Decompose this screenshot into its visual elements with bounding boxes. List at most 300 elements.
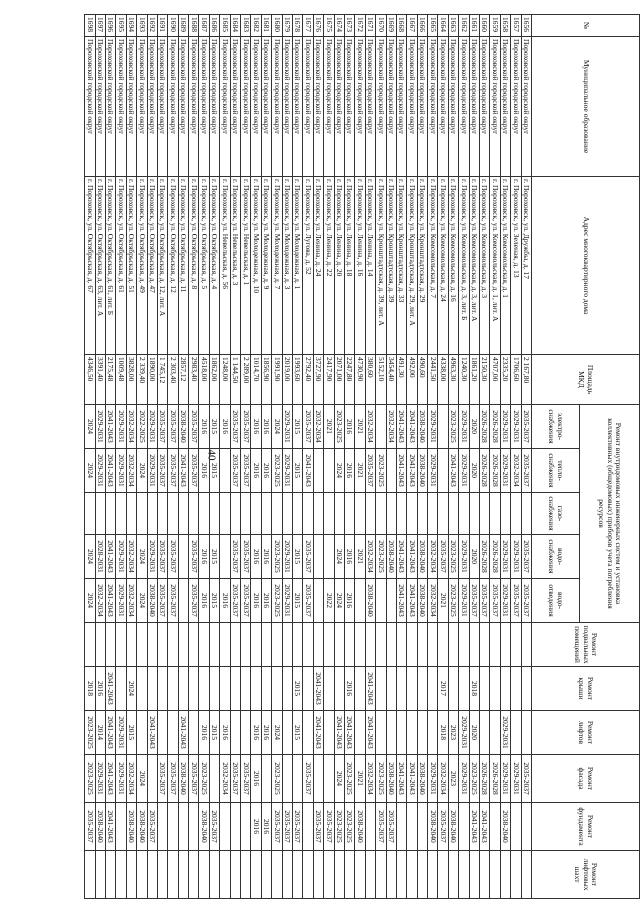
facade-cell: 2032-2034: [438, 755, 448, 803]
municipality-cell: Пороховской городской округ: [428, 37, 438, 177]
water-cell: 2023-2025: [448, 535, 458, 579]
row-number: 1673: [344, 15, 354, 37]
water-cell: 2035-2037: [168, 535, 178, 579]
municipality-cell: Пороховской городской округ: [386, 37, 396, 177]
address-cell: г. Пороховск, ул. Ленина, д. 20: [334, 177, 344, 355]
facade-cell: 2023-2025: [344, 755, 354, 803]
basement-cell: [157, 623, 167, 667]
elevator-shaft-cell: [376, 851, 386, 899]
elevator-shaft-cell: [282, 851, 292, 899]
municipality-cell: Пороховской городской округ: [230, 37, 240, 177]
elevator-shaft-cell: [303, 851, 313, 899]
elevator-cell: 2016: [199, 711, 209, 755]
header-facade: Ремонт фасада: [532, 755, 640, 803]
address-cell: г. Пороховск, ул. Зеленая, д. 13: [511, 177, 521, 355]
gas-cell: [407, 493, 417, 535]
gas-cell: [230, 493, 240, 535]
roof-cell: [168, 667, 178, 711]
gas-cell: [334, 493, 344, 535]
elevator-shaft-cell: [438, 851, 448, 899]
address-cell: г. Пороховск, ул. Ленина, д. 18: [344, 177, 354, 355]
row-number: 1686: [209, 15, 219, 37]
foundation-cell: [490, 803, 500, 851]
roof-cell: 2016: [344, 667, 354, 711]
elevator-cell: [407, 711, 417, 755]
basement-cell: [199, 623, 209, 667]
address-cell: г. Пороховск, ул. Октябрьская, д. 49: [137, 177, 147, 355]
elevator-cell: [521, 711, 531, 755]
address-cell: г. Пороховск, ул. Ленина, д. 14: [365, 177, 375, 355]
foundation-cell: 2041-2043: [105, 803, 115, 851]
municipality-cell: Пороховской городской округ: [178, 37, 188, 177]
row-number: 1677: [303, 15, 313, 37]
water-cell: [178, 535, 188, 579]
gas-cell: [428, 493, 438, 535]
gas-cell: [147, 493, 157, 535]
header-drain: водо-отведения: [532, 579, 580, 623]
roof-cell: [241, 667, 251, 711]
foundation-cell: 2038-2040: [448, 803, 458, 851]
electric-cell: 2032-2034: [365, 405, 375, 449]
drain-cell: [376, 579, 386, 623]
municipality-cell: Пороховской городской округ: [459, 37, 469, 177]
gas-cell: [241, 493, 251, 535]
basement-cell: [137, 623, 147, 667]
electric-cell: 2026-2028: [490, 405, 500, 449]
gas-cell: [459, 493, 469, 535]
drain-cell: 2035-2037: [189, 579, 199, 623]
foundation-cell: 2035-2037: [85, 803, 95, 851]
roof-cell: [137, 667, 147, 711]
municipality-cell: Пороховской городской округ: [521, 37, 531, 177]
heat-cell: 2029-2031: [282, 449, 292, 493]
heat-cell: 2038-2040: [417, 449, 427, 493]
electric-cell: 2041-2043: [105, 405, 115, 449]
table-row: [480, 15, 490, 899]
municipality-cell: Пороховской городской округ: [241, 37, 251, 177]
heat-cell: 2035-2037: [521, 449, 531, 493]
drain-cell: 2023-2025: [448, 579, 458, 623]
area-cell: 4963,30: [448, 355, 458, 405]
electric-cell: 2032-2034: [313, 405, 323, 449]
row-number: 1664: [438, 15, 448, 37]
basement-cell: [521, 623, 531, 667]
roof-cell: [417, 667, 427, 711]
municipality-cell: Пороховской городской округ: [272, 37, 282, 177]
elevator-cell: 2023: [448, 711, 458, 755]
elevator-cell: 2029-2031: [500, 711, 510, 755]
water-cell: 2029-2031: [147, 535, 157, 579]
foundation-cell: 2038-2040: [137, 803, 147, 851]
elevator-cell: 2018: [438, 711, 448, 755]
table-row: [386, 15, 396, 899]
foundation-cell: [303, 803, 313, 851]
roof-cell: 2017: [438, 667, 448, 711]
foundation-cell: 2016: [261, 803, 271, 851]
basement-cell: [344, 623, 354, 667]
basement-cell: [189, 623, 199, 667]
drain-cell: 2035-2037: [157, 579, 167, 623]
electric-cell: 2035-2037: [157, 405, 167, 449]
table-row: [313, 15, 323, 899]
roof-cell: [230, 667, 240, 711]
table-row: [303, 15, 313, 899]
area-cell: 4346,50: [85, 355, 95, 405]
facade-cell: 2041-2043: [105, 755, 115, 803]
table-row: [438, 15, 448, 899]
roof-cell: 2041-2043: [313, 667, 323, 711]
drain-cell: 2032-2034: [95, 579, 105, 623]
water-cell: 2038-2040: [417, 535, 427, 579]
basement-cell: [313, 623, 323, 667]
water-cell: 2029-2031: [511, 535, 521, 579]
facade-cell: 2035-2037: [230, 755, 240, 803]
row-number: 1698: [85, 15, 95, 37]
facade-cell: 2024: [334, 755, 344, 803]
electric-cell: 2041-2043: [407, 405, 417, 449]
drain-cell: 2035-2037: [490, 579, 500, 623]
drain-cell: 2032-2034: [428, 579, 438, 623]
elevator-cell: 2016: [251, 711, 261, 755]
municipality-cell: Пороховской городской округ: [407, 37, 417, 177]
electric-cell: 2016: [199, 405, 209, 449]
water-cell: [313, 535, 323, 579]
gas-cell: [220, 493, 230, 535]
row-number: 1666: [417, 15, 427, 37]
heat-cell: 2026-2028: [480, 449, 490, 493]
water-cell: 2041-2043: [105, 535, 115, 579]
table-row: [147, 15, 157, 899]
heat-cell: 2024: [137, 449, 147, 493]
basement-cell: [116, 623, 126, 667]
electric-cell: 2029-2031: [95, 405, 105, 449]
elevator-shaft-cell: [386, 851, 396, 899]
elevator-shaft-cell: [230, 851, 240, 899]
area-cell: 2 303,40: [168, 355, 178, 405]
table-row: [220, 15, 230, 899]
repair-schedule-table: [84, 14, 640, 899]
row-number: 1696: [105, 15, 115, 37]
basement-cell: [251, 623, 261, 667]
elevator-shaft-cell: [448, 851, 458, 899]
facade-cell: 2016: [251, 755, 261, 803]
table-row: [251, 15, 261, 899]
water-cell: 2023-2025: [272, 535, 282, 579]
water-cell: 2035-2037: [157, 535, 167, 579]
facade-cell: 2032-2034: [220, 755, 230, 803]
electric-cell: 2035-2037: [168, 405, 178, 449]
elevator-shaft-cell: [490, 851, 500, 899]
area-cell: 2019,00: [282, 355, 292, 405]
foundation-cell: 2035-2037: [438, 803, 448, 851]
gas-cell: [95, 493, 105, 535]
header-gas: газо-снабжения: [532, 493, 580, 535]
electric-cell: 2024: [272, 405, 282, 449]
elevator-shaft-cell: [459, 851, 469, 899]
heat-cell: 2020: [469, 449, 479, 493]
address-cell: г. Пороховск, ул. Комсомольская, д. 16: [448, 177, 458, 355]
header-meters-group: Ремонт внутридомовых инженерных систем и установка коллективных (общедомовых) приборов учета потребления ресурсов: [580, 405, 640, 623]
header-water: водо-снабжения: [532, 535, 580, 579]
electric-cell: 2020: [469, 405, 479, 449]
facade-cell: 2041-2043: [407, 755, 417, 803]
row-number: 1659: [490, 15, 500, 37]
area-cell: 1 144,50: [230, 355, 240, 405]
foundation-cell: 2035-2037: [324, 803, 334, 851]
row-number: 1663: [448, 15, 458, 37]
foundation-cell: 2035-2037: [209, 803, 219, 851]
facade-cell: 2038-2040: [386, 755, 396, 803]
address-cell: г. Пороховск, ул. Комсомольская, д. 24: [438, 177, 448, 355]
address-cell: г. Пороховск, ул. Кронштадтская, д. 29, лит. А: [407, 177, 417, 355]
foundation-cell: [230, 803, 240, 851]
roof-cell: [334, 667, 344, 711]
elevator-cell: 2014: [95, 711, 105, 755]
electric-cell: 2015: [293, 405, 303, 449]
basement-cell: [241, 623, 251, 667]
facade-cell: 2023-2025: [199, 755, 209, 803]
row-number: 1674: [334, 15, 344, 37]
gas-cell: [85, 493, 95, 535]
basement-cell: [324, 623, 334, 667]
water-cell: 2026-2028: [480, 535, 490, 579]
table-row: [334, 15, 344, 899]
facade-cell: 2041-2043: [396, 755, 406, 803]
roof-cell: 2024: [126, 667, 136, 711]
area-cell: 2247,80: [344, 355, 354, 405]
elevator-shaft-cell: [324, 851, 334, 899]
electric-cell: 2035-2037: [189, 405, 199, 449]
row-number: 1689: [178, 15, 188, 37]
elevator-cell: [324, 711, 334, 755]
facade-cell: 2035-2037: [189, 755, 199, 803]
electric-cell: 2016: [261, 405, 271, 449]
area-cell: 2 339,40: [137, 355, 147, 405]
municipality-cell: Пороховской городской округ: [417, 37, 427, 177]
municipality-cell: Пороховской городской округ: [293, 37, 303, 177]
elevator-shaft-cell: [500, 851, 510, 899]
water-cell: 2035-2037: [241, 535, 251, 579]
gas-cell: [137, 493, 147, 535]
heat-cell: 2035-2037: [189, 449, 199, 493]
gas-cell: [500, 493, 510, 535]
gas-cell: [355, 493, 365, 535]
roof-cell: 2018: [85, 667, 95, 711]
drain-cell: 2015: [293, 579, 303, 623]
elevator-shaft-cell: [157, 851, 167, 899]
row-number: 1668: [396, 15, 406, 37]
elevator-shaft-cell: [365, 851, 375, 899]
drain-cell: 2029-2031: [459, 579, 469, 623]
drain-cell: 2023-2025: [272, 579, 282, 623]
table-row: [230, 15, 240, 899]
facade-cell: [282, 755, 292, 803]
heat-cell: 2035-2037: [230, 449, 240, 493]
basement-cell: [469, 623, 479, 667]
roof-cell: [199, 667, 209, 711]
area-cell: 1009,48: [116, 355, 126, 405]
basement-cell: [293, 623, 303, 667]
water-cell: 2015: [209, 535, 219, 579]
basement-cell: [376, 623, 386, 667]
drain-cell: 2035-2037: [469, 579, 479, 623]
header-num: №: [532, 15, 640, 37]
basement-cell: [365, 623, 375, 667]
area-cell: 2150,30: [480, 355, 490, 405]
roof-cell: [396, 667, 406, 711]
row-number: 1669: [386, 15, 396, 37]
address-cell: г. Пороховск, ул. Октябрьская, д. 12: [168, 177, 178, 355]
gas-cell: [417, 493, 427, 535]
municipality-cell: Пороховской городской округ: [209, 37, 219, 177]
elevator-cell: 2041-2043: [105, 711, 115, 755]
roof-cell: [303, 667, 313, 711]
elevator-cell: 2023-2025: [85, 711, 95, 755]
elevator-cell: [241, 711, 251, 755]
foundation-cell: 2038-2040: [355, 803, 365, 851]
municipality-cell: Пороховской городской округ: [469, 37, 479, 177]
address-cell: г. Пороховск, ул. Октябрьская, д. 61, лит. Б: [105, 177, 115, 355]
elevator-shaft-cell: [521, 851, 531, 899]
table-row: [407, 15, 417, 899]
address-cell: г. Пороховск, ул. Молодежная, д. 7: [272, 177, 282, 355]
facade-cell: [209, 755, 219, 803]
electric-cell: 2029-2031: [116, 405, 126, 449]
foundation-cell: 2035-2037: [272, 803, 282, 851]
drain-cell: 2038-2040: [365, 579, 375, 623]
heat-cell: [324, 449, 334, 493]
address-cell: г. Пороховск, ул. Кронштадтская, д. 33: [396, 177, 406, 355]
area-cell: 4338,00: [438, 355, 448, 405]
elevator-shaft-cell: [511, 851, 521, 899]
municipality-cell: Пороховской городской округ: [500, 37, 510, 177]
roof-cell: [490, 667, 500, 711]
area-cell: 2417,90: [324, 355, 334, 405]
drain-cell: 2016: [261, 579, 271, 623]
page-number: 40: [205, 449, 218, 461]
address-cell: г. Пороховск, ул. Невельская, д. 1: [241, 177, 251, 355]
elevator-cell: 2029-2031: [116, 711, 126, 755]
elevator-cell: 2015: [209, 711, 219, 755]
gas-cell: [303, 493, 313, 535]
basement-cell: [396, 623, 406, 667]
gas-cell: [157, 493, 167, 535]
area-cell: 1861,20: [469, 355, 479, 405]
address-cell: г. Пороховск, ул. Комсомольская, д. 3, лит. Б: [459, 177, 469, 355]
electric-cell: 2029-2031: [459, 405, 469, 449]
drain-cell: 2024: [334, 579, 344, 623]
gas-cell: [490, 493, 500, 535]
basement-cell: [272, 623, 282, 667]
municipality-cell: Пороховской городской округ: [480, 37, 490, 177]
basement-cell: [209, 623, 219, 667]
basement-cell: [334, 623, 344, 667]
municipality-cell: Пороховской городской округ: [199, 37, 209, 177]
electric-cell: 2023-2025: [448, 405, 458, 449]
drain-cell: [386, 579, 396, 623]
foundation-cell: 2038-2040: [199, 803, 209, 851]
foundation-cell: 2038-2040: [126, 803, 136, 851]
facade-cell: 2035-2037: [157, 755, 167, 803]
gas-cell: [480, 493, 490, 535]
gas-cell: [116, 493, 126, 535]
table-row: [469, 15, 479, 899]
table-body: [85, 15, 532, 899]
row-number: 1672: [355, 15, 365, 37]
table-row: [168, 15, 178, 899]
water-cell: 2021: [355, 535, 365, 579]
area-cell: 492,00: [407, 355, 417, 405]
table-row: [376, 15, 386, 899]
water-cell: 2024: [334, 535, 344, 579]
foundation-cell: [417, 803, 427, 851]
heat-cell: 2015: [293, 449, 303, 493]
municipality-cell: Пороховской городской округ: [355, 37, 365, 177]
row-number: 1682: [251, 15, 261, 37]
row-number: 1690: [168, 15, 178, 37]
basement-cell: [147, 623, 157, 667]
heat-cell: 2024: [85, 449, 95, 493]
facade-cell: 2024: [137, 755, 147, 803]
electric-cell: 2021: [355, 405, 365, 449]
drain-cell: 2016: [220, 579, 230, 623]
header-foundation: Ремонт фундамента: [532, 803, 640, 851]
gas-cell: [376, 493, 386, 535]
row-number: 1684: [230, 15, 240, 37]
municipality-cell: Пороховской городской округ: [137, 37, 147, 177]
electric-cell: 2024: [85, 405, 95, 449]
area-cell: 2857,12: [178, 355, 188, 405]
roof-cell: [116, 667, 126, 711]
drain-cell: 2024: [85, 579, 95, 623]
facade-cell: [313, 755, 323, 803]
row-number: 1657: [511, 15, 521, 37]
basement-cell: [490, 623, 500, 667]
drain-cell: 2041-2043: [396, 579, 406, 623]
elevator-shaft-cell: [261, 851, 271, 899]
heat-cell: 2041-2043: [448, 449, 458, 493]
foundation-cell: [511, 803, 521, 851]
roof-cell: [407, 667, 417, 711]
heat-cell: 2035-2037: [241, 449, 251, 493]
foundation-cell: 2041-2043: [480, 803, 490, 851]
elevator-cell: [417, 711, 427, 755]
basement-cell: [417, 623, 427, 667]
foundation-cell: [407, 803, 417, 851]
elevator-cell: [396, 711, 406, 755]
municipality-cell: Пороховской городской округ: [220, 37, 230, 177]
basement-cell: [438, 623, 448, 667]
gas-cell: [261, 493, 271, 535]
electric-cell: 2029-2031: [428, 405, 438, 449]
row-number: 1694: [126, 15, 136, 37]
basement-cell: [230, 623, 240, 667]
roof-cell: [157, 667, 167, 711]
heat-cell: 2032-2034: [126, 449, 136, 493]
rotated-table-wrapper: [85, 14, 640, 898]
row-number: 1681: [261, 15, 271, 37]
elevator-cell: 2015: [126, 711, 136, 755]
elevator-shaft-cell: [220, 851, 230, 899]
table-stage: [85, 0, 640, 912]
table-row: [209, 15, 219, 899]
elevator-cell: [157, 711, 167, 755]
electric-cell: 2016: [251, 405, 261, 449]
area-cell: 2071,00: [334, 355, 344, 405]
elevator-shaft-cell: [344, 851, 354, 899]
heat-cell: 2015: [209, 449, 219, 493]
elevator-shaft-cell: [417, 851, 427, 899]
